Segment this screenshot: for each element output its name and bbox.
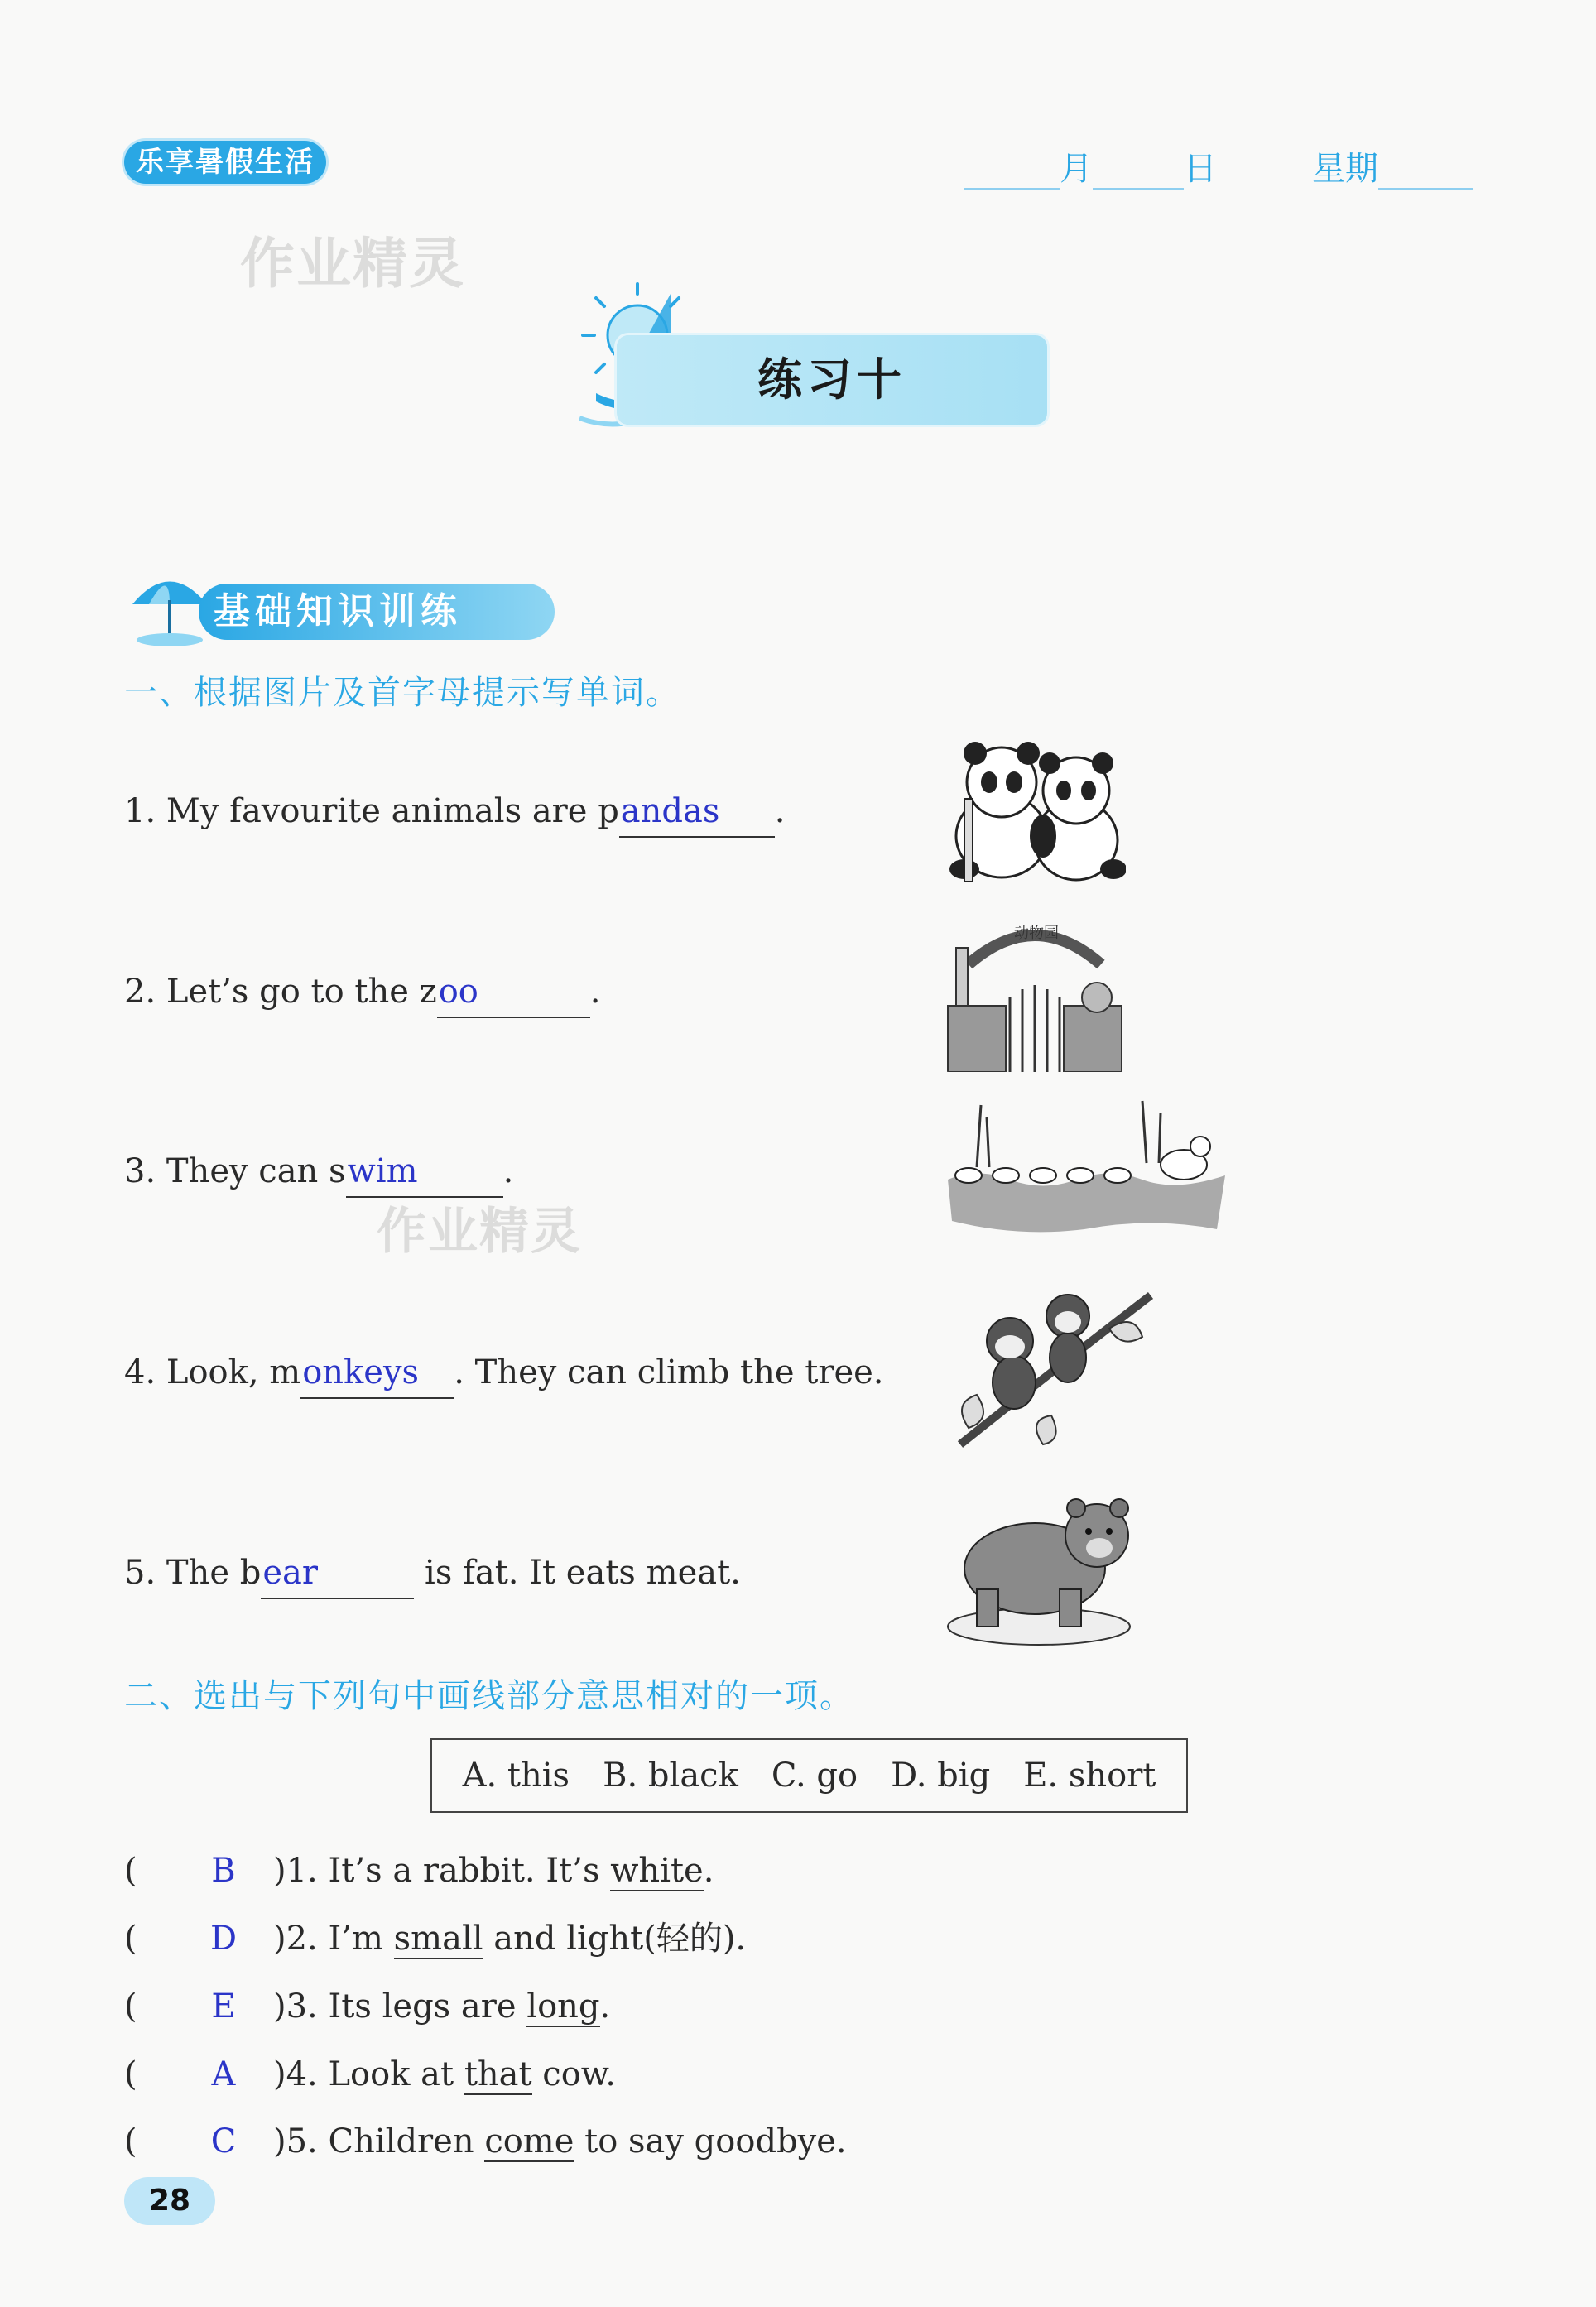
month-label: 月 xyxy=(1060,150,1093,188)
question-1 xyxy=(124,786,786,838)
mc5-text: Children xyxy=(328,2122,485,2160)
mc3-text: Its legs are xyxy=(328,1987,527,2026)
q3-end: . xyxy=(502,1152,514,1190)
mc2-end: and light(轻的). xyxy=(483,1920,747,1958)
mc2-underlined: small xyxy=(393,1920,483,1958)
mc5-underlined: come xyxy=(484,2122,574,2160)
q5-end: is fat. It eats meat. xyxy=(414,1554,741,1592)
bear-picture xyxy=(944,1490,1142,1647)
options-box xyxy=(430,1738,1188,1813)
mc3-end: . xyxy=(599,1987,611,2026)
mc4-text: Look at xyxy=(328,2055,464,2093)
q5-answer: ear xyxy=(261,1548,414,1599)
option-c: C. go xyxy=(771,1757,858,1795)
mc4-end: cow. xyxy=(531,2055,616,2093)
mc4-num: )4. xyxy=(273,2055,329,2093)
q3-answer: wim xyxy=(346,1146,503,1198)
date-field xyxy=(964,142,1473,190)
q1-end: . xyxy=(774,792,786,830)
q2-text: 2. Let’s go to the z xyxy=(124,973,437,1011)
mc2-text: I’m xyxy=(328,1920,394,1958)
q1-answer: andas xyxy=(619,786,775,838)
q5-text: 5. The b xyxy=(124,1554,262,1592)
mc2-num: )2. xyxy=(273,1920,329,1958)
part1-heading: 一、根据图片及首字母提示写单词。 xyxy=(124,674,680,712)
mc3-underlined: long xyxy=(526,1987,600,2026)
mc1-end: . xyxy=(703,1852,714,1890)
page-title: 练习十 xyxy=(757,353,906,406)
mc4-answer: A xyxy=(211,2055,236,2093)
pandas-picture xyxy=(944,737,1126,886)
question-3 xyxy=(124,1146,513,1198)
q1-text: 1. My favourite animals are p xyxy=(124,792,619,830)
monkeys-picture xyxy=(944,1279,1159,1469)
mc4-underlined: that xyxy=(464,2055,532,2093)
svg-text:动物园: 动物园 xyxy=(1014,925,1059,942)
weekday-label: 星期 xyxy=(1312,150,1378,188)
month-blank xyxy=(964,153,1060,190)
mc-question-4: ( A )4. Look at that cow. xyxy=(124,2050,616,2099)
mc-question-5: ( C )5. Children come to say goodbye. xyxy=(124,2117,847,2166)
mc1-num: )1. xyxy=(273,1852,329,1890)
option-d: D. big xyxy=(891,1757,991,1795)
mc1-underlined: white xyxy=(610,1852,704,1890)
part2-heading: 二、选出与下列句中画线部分意思相对的一项。 xyxy=(124,1677,854,1715)
q2-end: . xyxy=(589,973,601,1011)
mc-question-3: ( E )3. Its legs are long. xyxy=(124,1982,610,2031)
mc5-end: to say goodbye. xyxy=(574,2122,847,2160)
page-number: 28 xyxy=(124,2177,215,2225)
option-b: B. black xyxy=(603,1757,738,1795)
mc-question-1: ( B )1. It’s a rabbit. It’s white. xyxy=(124,1846,714,1896)
question-2 xyxy=(124,967,600,1018)
q4-end: . They can climb the tree. xyxy=(454,1353,884,1391)
q2-answer: oo xyxy=(437,967,590,1018)
ducks-swimming-picture xyxy=(944,1097,1233,1238)
q4-text: 4. Look, m xyxy=(124,1353,301,1391)
day-label: 日 xyxy=(1184,150,1217,188)
mc3-answer: E xyxy=(211,1987,236,2026)
option-e: E. short xyxy=(1023,1757,1156,1795)
mc5-answer: C xyxy=(210,2122,237,2160)
question-4 xyxy=(124,1348,884,1399)
brand-badge: 乐享暑假生活 xyxy=(124,141,326,184)
zoo-gate-picture xyxy=(944,915,1126,1072)
watermark-2: 作业精灵 xyxy=(377,1203,582,1261)
mc5-num: )5. xyxy=(273,2122,329,2160)
mc1-text: It’s a rabbit. It’s xyxy=(328,1852,611,1890)
q3-text: 3. They can s xyxy=(124,1152,346,1190)
question-5 xyxy=(124,1548,741,1599)
mc3-num: )3. xyxy=(273,1987,329,2026)
watermark: 作业精灵 xyxy=(240,232,465,296)
weekday-blank xyxy=(1378,153,1473,190)
mc-question-2: ( D )2. I’m small and light(轻的). xyxy=(124,1914,746,1963)
day-blank xyxy=(1093,153,1184,190)
section-heading: 基础知识训练 xyxy=(199,584,555,640)
q4-answer: onkeys xyxy=(300,1348,454,1399)
mc1-answer: B xyxy=(211,1852,236,1890)
mc2-answer: D xyxy=(209,1920,238,1958)
option-a: A. this xyxy=(462,1757,570,1795)
